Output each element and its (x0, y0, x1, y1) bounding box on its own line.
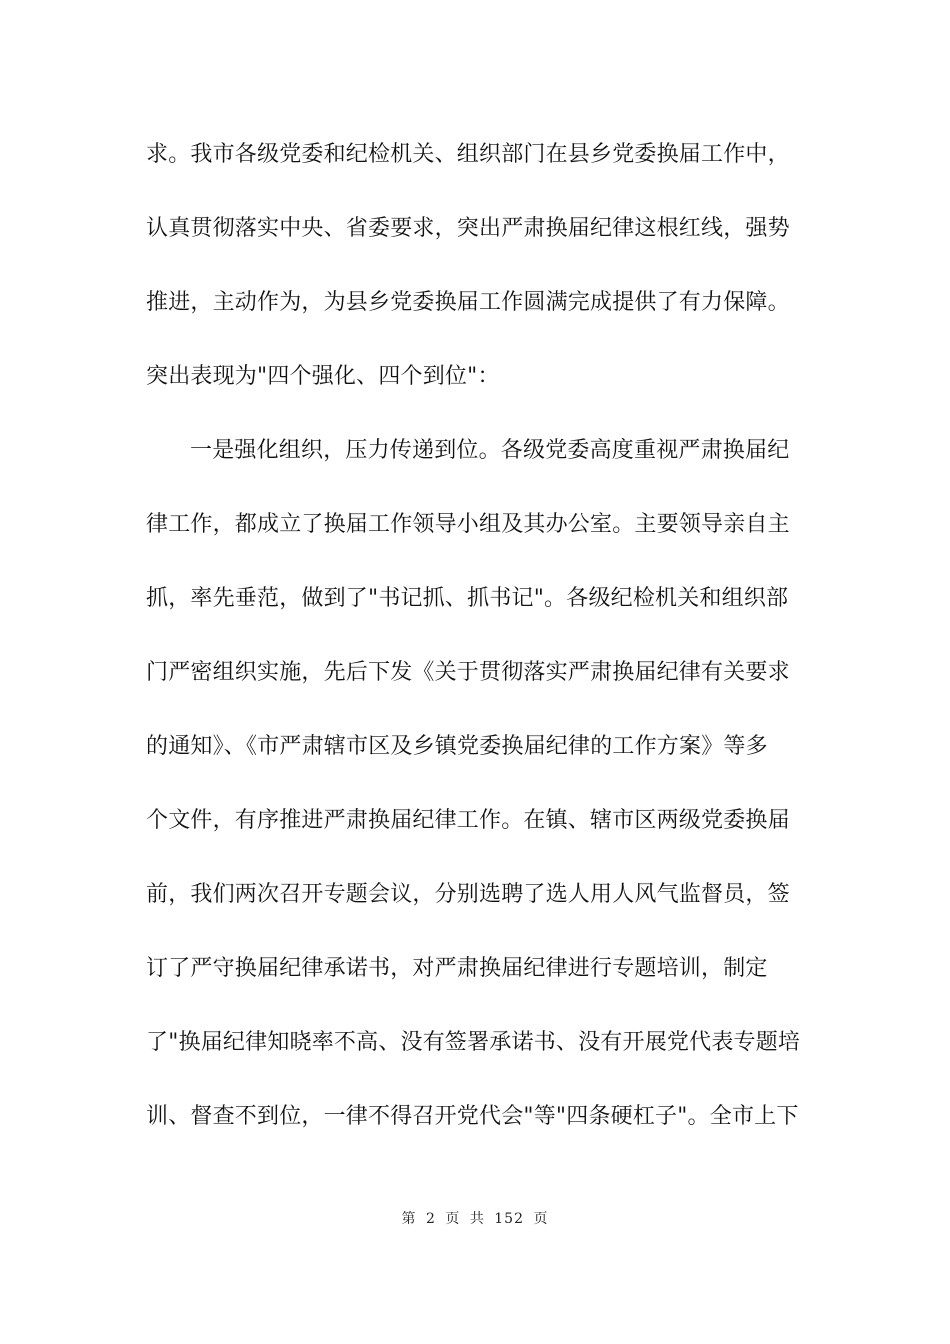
footer-prefix: 第 (401, 1211, 417, 1227)
text-line: 律工作，都成立了换届工作领导小组及其办公室。主要领导亲自主 (146, 512, 790, 537)
text-line: 订了严守换届纪律承诺书，对严肃换届纪律进行专题培训，制定 (146, 956, 768, 981)
footer-total-word: 共 (469, 1211, 485, 1227)
page-footer (0, 1208, 950, 1228)
text-line: 前，我们两次召开专题会议，分别选聘了选人用人风气监督员，签 (146, 882, 790, 907)
paragraph-start-line: 一是强化组织，压力传递到位。各级党委高度重视严肃换届纪 (190, 438, 790, 463)
text-line: 个文件，有序推进严肃换届纪律工作。在镇、辖市区两级党委换届 (146, 808, 790, 833)
text-line: 突出表现为"四个强化、四个到位"： (146, 364, 500, 389)
text-line: 求。我市各级党委和纪检机关、组织部门在县乡党委换届工作中， (146, 142, 790, 167)
footer-page-word: 页 (445, 1211, 461, 1227)
text-line: 抓，率先垂范，做到了"书记抓、抓书记"。各级纪检机关和组织部 (146, 586, 789, 611)
body-text (146, 132, 806, 1168)
page-number: 2 (425, 1211, 436, 1227)
text-line: 门严密组织实施，先后下发《关于贯彻落实严肃换届纪律有关要求 (146, 660, 790, 685)
text-line: 的通知》、《市严肃辖市区及乡镇党委换届纪律的工作方案》等多 (146, 734, 768, 759)
text-line: 了"换届纪律知晓率不高、没有签署承诺书、没有开展党代表专题培 (146, 1030, 801, 1055)
total-pages: 152 (494, 1211, 524, 1227)
text-line: 推进，主动作为，为县乡党委换届工作圆满完成提供了有力保障。 (146, 290, 790, 315)
text-line: 认真贯彻落实中央、省委要求，突出严肃换届纪律这根红线，强势 (146, 216, 790, 241)
text-line: 训、督查不到位，一律不得召开党代会"等"四条硬杠子"。全市上下 (146, 1104, 799, 1129)
footer-suffix: 页 (533, 1211, 549, 1227)
